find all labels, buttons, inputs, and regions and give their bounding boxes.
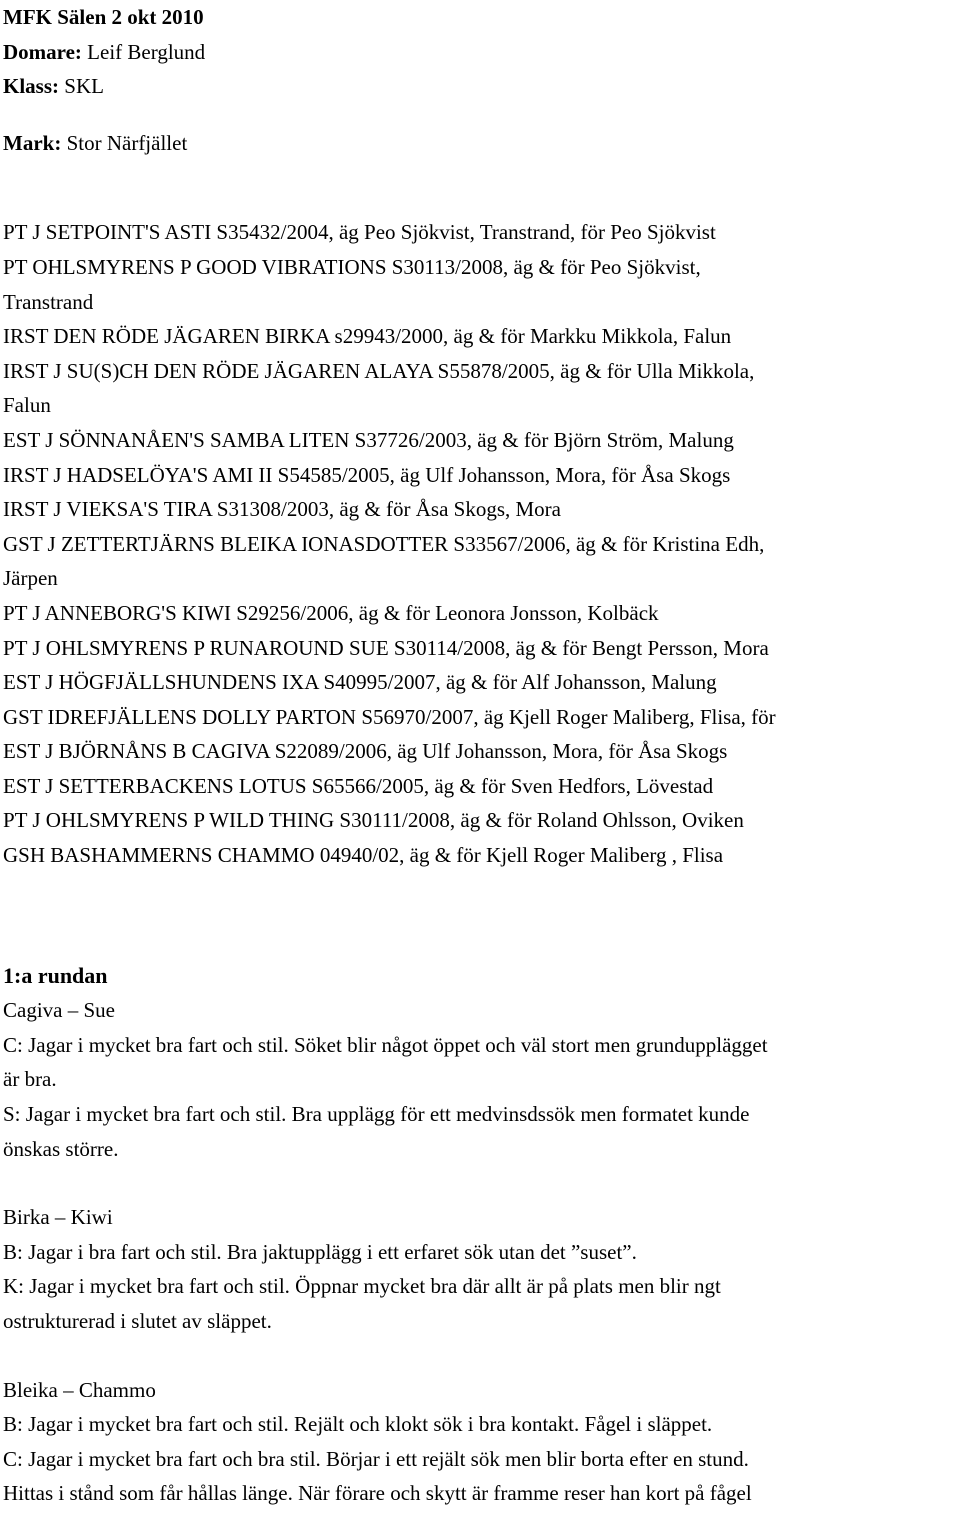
critique-line: K: Jagar i mycket bra fart och stil. Öppnar mycket bra där allt är på plats men blir ngt [3, 1274, 721, 1299]
critique-line: ostrukturerad i slutet av släppet. [3, 1309, 272, 1333]
entry-line: PT J OHLSMYRENS P WILD THING S30111/2008, äg & för Roland Ohlsson, Oviken [3, 808, 744, 833]
critique-line: är bra. [3, 1067, 57, 1092]
class-value: SKL [59, 74, 104, 99]
entry-line: IRST DEN RÖDE JÄGAREN BIRKA s29943/2000, äg & för Markku Mikkola, Falun [3, 324, 732, 349]
field-value: Stor Närfjället [61, 130, 188, 155]
entry-line: Transtrand [3, 289, 94, 314]
document-title: MFK Sälen 2 okt 2010 [3, 5, 204, 29]
entry-line: PT OHLSMYRENS P GOOD VIBRATIONS S30113/2008, äg & för Peo Sjökvist, [3, 254, 701, 279]
judge-value: Leif Berglund [81, 39, 206, 64]
entry-line: PT J SETPOINT'S ASTI S35432/2004, äg Peo Sjökvist, Transtrand, för Peo Sjökvist [3, 220, 716, 245]
entry-line: PT J ANNEBORG'S KIWI S29256/2006, äg & för Leonora Jonsson, Kolbäck [3, 600, 659, 625]
class-row [3, 69, 958, 104]
critique-line: B: Jagar i mycket bra fart och stil. Rejält och klokt sök i bra kontakt. Fågel i släppet. [3, 1412, 713, 1437]
spacer [3, 1339, 958, 1373]
entry-line: GST IDREFJÄLLENS DOLLY PARTON S56970/2007, äg Kjell Roger Maliberg, Flisa, för [3, 704, 776, 729]
round-heading: 1:a rundan [3, 962, 108, 988]
pair-title: Bleika – Chammo [3, 1377, 156, 1402]
spacer [3, 160, 958, 215]
pair-title: Cagiva – Sue [3, 998, 115, 1023]
entry-line: EST J SETTERBACKENS LOTUS S65566/2005, äg & för Sven Hedfors, Lövestad [3, 773, 714, 798]
entry-line: EST J SÖNNANÅEN'S SAMBA LITEN S37726/2003, äg & för Björn Ström, Malung [3, 427, 734, 452]
entry-line: IRST J SU(S)CH DEN RÖDE JÄGAREN ALAYA S55878/2005, äg & för Ulla Mikkola, [3, 358, 755, 383]
entry-line: GST J ZETTERTJÄRNS BLEIKA IONASDOTTER S33567/2006, äg & för Kristina Edh, [3, 531, 765, 556]
pair-block [3, 993, 958, 1166]
critique-line: B: Jagar i bra fart och stil. Bra jaktupplägg i ett erfaret sök utan det ”suset”. [3, 1239, 637, 1264]
entry-line: EST J HÖGFJÄLLSHUNDENS IXA S40995/2007, äg & för Alf Johansson, Malung [3, 670, 717, 695]
entry-line: Falun [3, 393, 51, 418]
entry-list [3, 215, 958, 872]
critique-line: önskas större. [3, 1136, 119, 1161]
document-page [3, 0, 958, 1511]
entry-line: GSH BASHAMMERNS CHAMMO 04940/02, äg & för Kjell Roger Maliberg , Flisa [3, 843, 724, 868]
spacer [3, 104, 958, 126]
spacer [3, 873, 958, 959]
judge-label: Domare: [3, 39, 82, 64]
entry-line: Järpen [3, 566, 58, 591]
pair-title: Birka – Kiwi [3, 1205, 113, 1230]
entry-line: IRST J VIEKSA'S TIRA S31308/2003, äg & för Åsa Skogs, Mora [3, 497, 561, 522]
pair-block [3, 1373, 958, 1511]
class-label: Klass: [3, 74, 60, 99]
critique-line: Hittas i stånd som får hållas länge. När förare och skytt är framme reser han kort på fågel [3, 1481, 752, 1506]
entry-line: PT J OHLSMYRENS P RUNAROUND SUE S30114/2008, äg & för Bengt Persson, Mora [3, 635, 769, 660]
critique-line: C: Jagar i mycket bra fart och stil. Söket blir något öppet och väl stort men grundupplägget [3, 1032, 768, 1057]
critique-line: S: Jagar i mycket bra fart och stil. Bra upplägg för ett medvinsdssök men formatet kunde [3, 1102, 750, 1127]
entry-line: IRST J HADSELÖYA'S AMI II S54585/2005, äg Ulf Johansson, Mora, för Åsa Skogs [3, 462, 731, 487]
field-label: Mark: [3, 130, 62, 155]
pair-block [3, 1200, 958, 1338]
entry-line: EST J BJÖRNÅNS B CAGIVA S22089/2006, äg Ulf Johansson, Mora, för Åsa Skogs [3, 739, 728, 764]
field-row [3, 126, 958, 161]
judge-row [3, 35, 958, 70]
critique-line: C: Jagar i mycket bra fart och bra stil. Börjar i ett rejält sök men blir borta efter en stund. [3, 1446, 749, 1471]
spacer [3, 1166, 958, 1200]
